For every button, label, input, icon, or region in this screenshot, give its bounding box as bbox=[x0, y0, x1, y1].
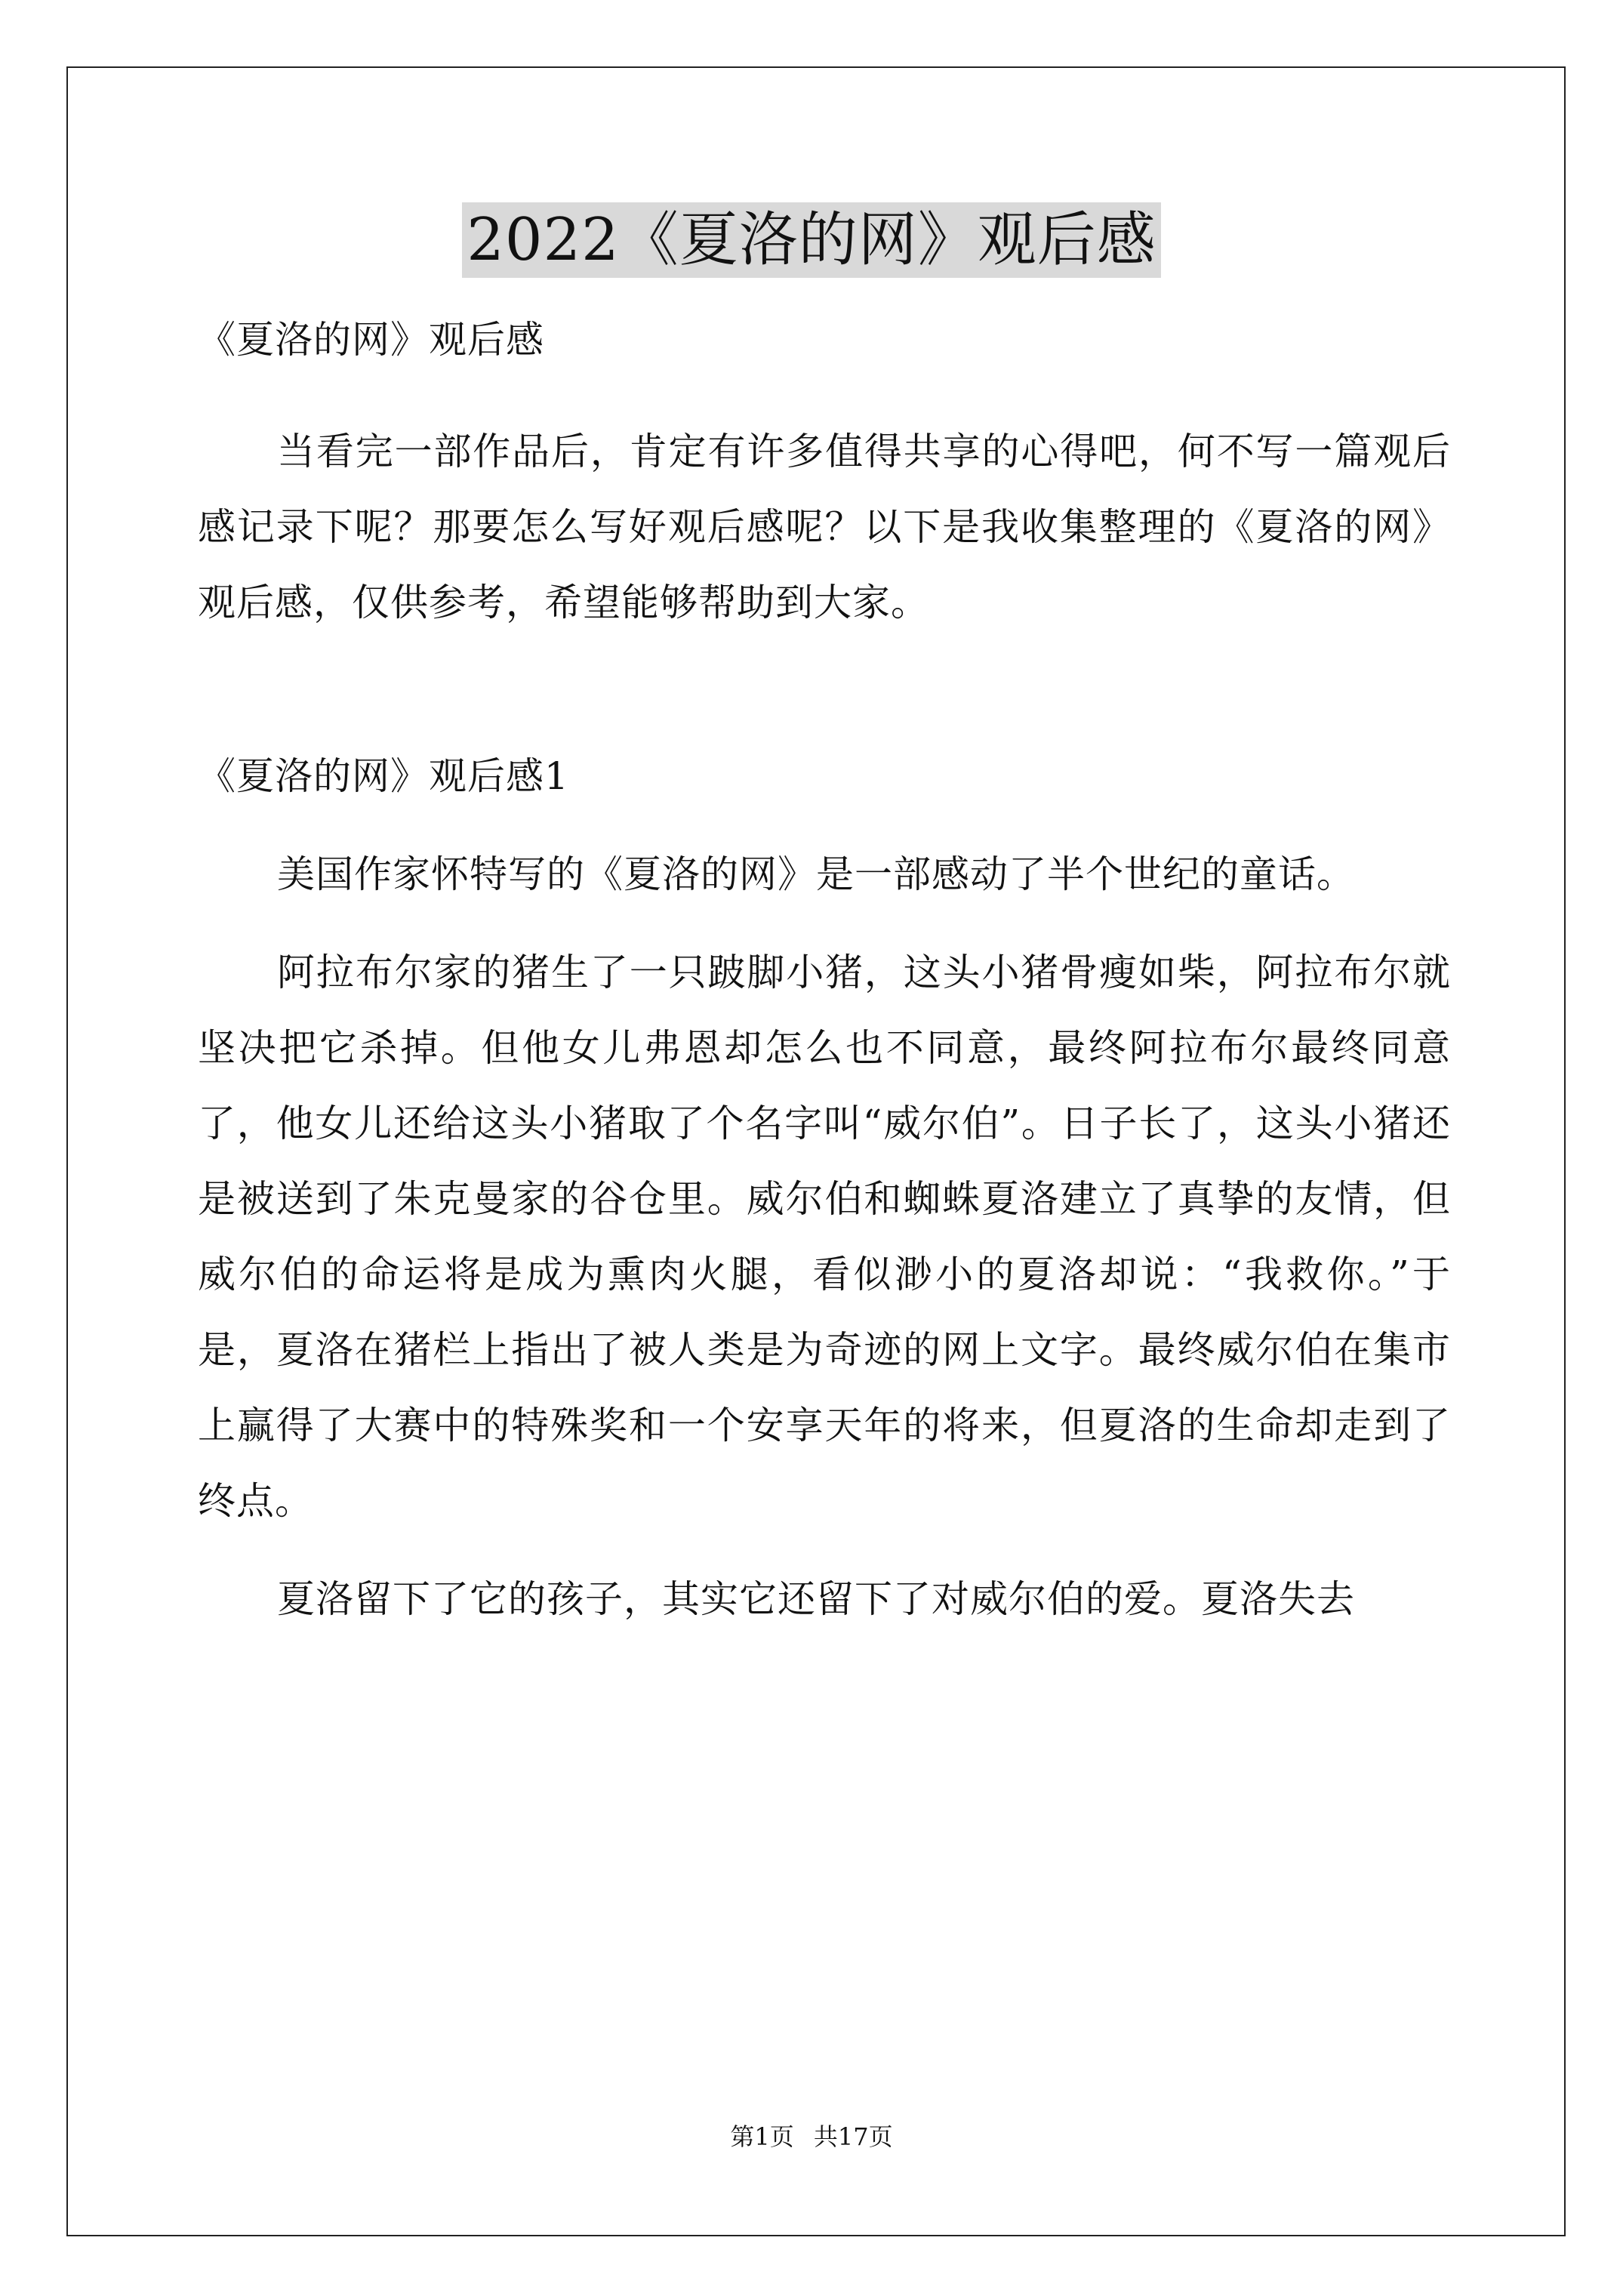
body-paragraph-2: 阿拉布尔家的猪生了一只跛脚小猪，这头小猪骨瘦如柴，阿拉布尔就坚决把它杀掉。但他女儿弗恩却怎么也不同意，最终阿拉布尔最终同意了，他女儿还给这头小猪取了个名字叫“威尔伯”。日子长了，这头小猪还是被送到了朱克曼家的谷仓里。威尔伯和蜘蛛夏洛建立了真挚的友情，但威尔伯的命运将是成为熏肉火腿，看似渺小的夏洛却说：“我救你。”于是，夏洛在猪栏上指出了被人类是为奇迹的网上文字。最终威尔伯在集市上赢得了大赛中的特殊奖和一个安享天年的将来，但夏洛的生命却走到了终点。 bbox=[198, 951, 1451, 1523]
body-paragraph-3: 夏洛留下了它的孩子，其实它还留下了对威尔伯的爱。夏洛失去 bbox=[277, 1577, 1355, 1621]
page-number: 第1页 bbox=[730, 2122, 794, 2151]
page-total: 共17页 bbox=[813, 2122, 893, 2151]
subtitle: 《夏洛的网》观后感 bbox=[198, 318, 544, 362]
document-body bbox=[198, 302, 1451, 1637]
section-heading: 《夏洛的网》观后感1 bbox=[198, 754, 569, 798]
body-paragraph-1: 美国作家怀特写的《夏洛的网》是一部感动了半个世纪的童话。 bbox=[277, 852, 1355, 896]
document-title: 2022《夏洛的网》观后感 bbox=[462, 202, 1161, 278]
intro-paragraph: 当看完一部作品后，肯定有许多值得共享的心得吧，何不写一篇观后感记录下呢？那要怎么写好观后感呢？以下是我收集整理的《夏洛的网》观后感，仅供参考，希望能够帮助到大家。 bbox=[198, 430, 1451, 624]
title-container bbox=[0, 202, 1623, 278]
page-footer bbox=[0, 2122, 1623, 2152]
